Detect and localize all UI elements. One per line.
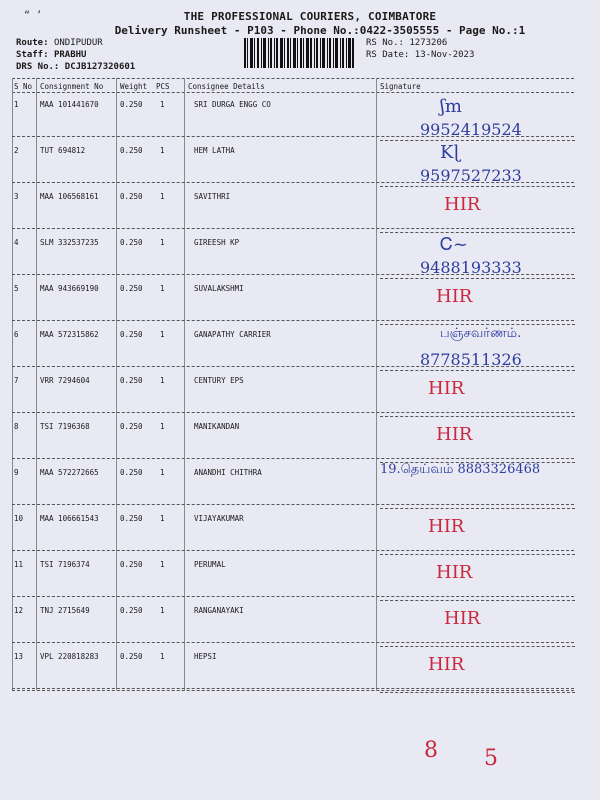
col-divider <box>376 78 377 690</box>
cell-consignment: TNJ 2715649 <box>40 606 90 615</box>
route-value: ONDIPUDUR <box>53 38 103 48</box>
cell-sno: 10 <box>14 514 24 523</box>
hir-mark: HIR <box>428 516 465 537</box>
footer-note-left: 8 <box>424 738 438 763</box>
cell-consignment: SLM 332537235 <box>40 238 99 247</box>
cell-consignment: VRR 7294604 <box>40 376 90 385</box>
table-header-rule <box>12 92 574 93</box>
cell-sno: 8 <box>14 422 19 431</box>
cell-pcs: 1 <box>160 284 165 293</box>
signature-rule <box>380 554 575 555</box>
corner-mark: “ ’ <box>24 10 43 21</box>
cell-consignee: RANGANAYAKI <box>194 606 244 615</box>
company-title: THE PROFESSIONAL COURIERS, COIMBATORE <box>183 10 437 23</box>
signature-rule <box>380 232 575 233</box>
signature-mark: ʃm <box>440 96 462 117</box>
cell-weight: 0.250 <box>120 238 143 247</box>
cell-consignee: ANANDHI CHITHRA <box>194 468 262 477</box>
cell-consignment: TSI 7196374 <box>40 560 90 569</box>
row-rule <box>12 228 574 229</box>
cell-weight: 0.250 <box>120 146 143 155</box>
cell-pcs: 1 <box>160 192 165 201</box>
cell-sno: 2 <box>14 146 19 155</box>
cell-weight: 0.250 <box>120 468 143 477</box>
col-divider <box>184 78 185 690</box>
cell-weight: 0.250 <box>120 376 143 385</box>
cell-pcs: 1 <box>160 146 165 155</box>
table-bottom-rule <box>12 690 574 691</box>
runsheet-subtitle: Delivery Runsheet - P103 - Phone No.:0422-3505555 - Page No.:1 <box>114 24 526 37</box>
signature-rule <box>380 278 575 279</box>
rs-date-value: 13-Nov-2023 <box>414 50 475 60</box>
row-rule <box>12 550 574 551</box>
row-rule <box>12 458 574 459</box>
cell-consignee: SRI DURGA ENGG CO <box>194 100 271 109</box>
cell-pcs: 1 <box>160 468 165 477</box>
rs-date-label: RS Date: <box>366 50 410 60</box>
cell-weight: 0.250 <box>120 330 143 339</box>
cell-consignment: TSI 7196368 <box>40 422 90 431</box>
cell-consignee: SAVITHRI <box>194 192 231 201</box>
cell-pcs: 1 <box>160 514 165 523</box>
rs-no-line <box>366 38 447 48</box>
cell-sno: 4 <box>14 238 19 247</box>
drs-line <box>16 62 135 72</box>
signature-phone: 19.தெய்வம் 8883326468 <box>380 462 541 477</box>
signature-phone: 8778511326 <box>420 350 522 369</box>
signature-rule <box>380 140 575 141</box>
cell-pcs: 1 <box>160 560 165 569</box>
cell-weight: 0.250 <box>120 560 143 569</box>
hir-mark: HIR <box>444 608 481 629</box>
cell-consignment: MAA 572315862 <box>40 330 99 339</box>
col-divider <box>12 78 13 690</box>
cell-sno: 11 <box>14 560 24 569</box>
signature-rule <box>380 324 575 325</box>
signature-phone: 9597527233 <box>420 166 522 185</box>
footer-note-right: 5 <box>484 746 498 771</box>
cell-consignment: MAA 572272665 <box>40 468 99 477</box>
signature-phone: 9488193333 <box>420 258 522 277</box>
hir-mark: HIR <box>436 286 473 307</box>
cell-consignee: GIREESH KP <box>194 238 240 247</box>
cell-pcs: 1 <box>160 422 165 431</box>
cell-sno: 6 <box>14 330 19 339</box>
cell-sno: 7 <box>14 376 19 385</box>
hir-mark: HIR <box>428 654 465 675</box>
cell-sno: 13 <box>14 652 24 661</box>
cell-consignment: MAA 101441670 <box>40 100 99 109</box>
col-header-sno: S No <box>14 82 33 91</box>
cell-pcs: 1 <box>160 652 165 661</box>
cell-sno: 1 <box>14 100 19 109</box>
row-rule <box>12 596 574 597</box>
table-top-rule <box>12 78 574 79</box>
signature-mark: பஞ்சவர்ணம். <box>440 326 522 341</box>
cell-sno: 5 <box>14 284 19 293</box>
cell-pcs: 1 <box>160 330 165 339</box>
cell-pcs: 1 <box>160 238 165 247</box>
signature-rule <box>380 646 575 647</box>
row-rule <box>12 320 574 321</box>
col-divider <box>36 78 37 690</box>
row-rule <box>12 412 574 413</box>
row-rule <box>12 504 574 505</box>
col-divider <box>116 78 117 690</box>
cell-weight: 0.250 <box>120 422 143 431</box>
col-header-consignment: Consignment No <box>40 82 104 91</box>
drs-value: DCJB127320601 <box>64 62 136 72</box>
hir-mark: HIR <box>436 562 473 583</box>
staff-value: PRABHU <box>53 50 87 60</box>
cell-pcs: 1 <box>160 100 165 109</box>
staff-label: Staff: <box>16 50 49 60</box>
hir-mark: HIR <box>436 424 473 445</box>
cell-sno: 9 <box>14 468 19 477</box>
cell-consignee: HEPSI <box>194 652 217 661</box>
rs-no-value: 1273206 <box>409 38 448 48</box>
cell-pcs: 1 <box>160 376 165 385</box>
signature-rule <box>380 600 575 601</box>
cell-weight: 0.250 <box>120 284 143 293</box>
cell-consignee: CENTURY EPS <box>194 376 244 385</box>
signature-rule <box>380 416 575 417</box>
staff-line <box>16 50 86 60</box>
cell-consignee: MANIKANDAN <box>194 422 240 431</box>
cell-weight: 0.250 <box>120 652 143 661</box>
cell-consignee: VIJAYAKUMAR <box>194 514 244 523</box>
cell-sno: 3 <box>14 192 19 201</box>
signature-mark: Ꮯ~ <box>440 234 468 255</box>
signature-rule <box>380 692 575 693</box>
signature-phone: 9952419524 <box>420 120 522 139</box>
cell-consignee: SUVALAKSHMI <box>194 284 244 293</box>
cell-consignment: MAA 106661543 <box>40 514 99 523</box>
rs-date-line <box>366 50 474 60</box>
cell-pcs: 1 <box>160 606 165 615</box>
cell-consignee: PERUMAL <box>194 560 226 569</box>
cell-weight: 0.250 <box>120 192 143 201</box>
col-header-signature: Signature <box>380 82 421 91</box>
rs-no-label: RS No.: <box>366 38 404 48</box>
cell-consignment: MAA 943669190 <box>40 284 99 293</box>
row-rule <box>12 642 574 643</box>
cell-consignment: TUT 694812 <box>40 146 86 155</box>
cell-consignee: GANAPATHY CARRIER <box>194 330 271 339</box>
cell-weight: 0.250 <box>120 100 143 109</box>
signature-mark: Kɭ <box>440 142 460 163</box>
cell-consignment: MAA 106568161 <box>40 192 99 201</box>
row-rule <box>12 688 574 689</box>
signature-rule <box>380 508 575 509</box>
col-header-consignee: Consignee Details <box>188 82 265 91</box>
hir-mark: HIR <box>444 194 481 215</box>
col-header-pcs: PCS <box>156 82 170 91</box>
route-line <box>16 38 103 48</box>
cell-consignee: HEM LATHA <box>194 146 235 155</box>
cell-sno: 12 <box>14 606 24 615</box>
route-label: Route: <box>16 38 49 48</box>
signature-rule <box>380 186 575 187</box>
barcode-image <box>244 38 356 68</box>
cell-weight: 0.250 <box>120 514 143 523</box>
col-header-weight: Weight <box>120 82 148 91</box>
cell-weight: 0.250 <box>120 606 143 615</box>
drs-label: DRS No.: <box>16 62 60 72</box>
hir-mark: HIR <box>428 378 465 399</box>
signature-rule <box>380 370 575 371</box>
cell-consignment: VPL 220818283 <box>40 652 99 661</box>
